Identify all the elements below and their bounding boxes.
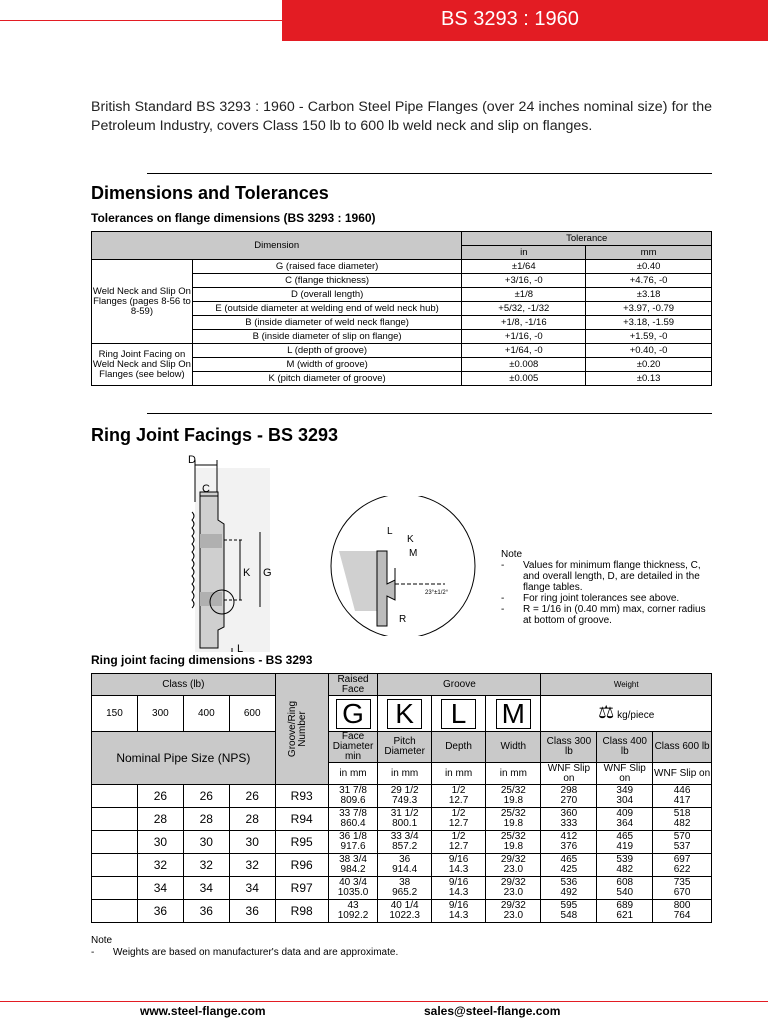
table-row: 32 32 32 R96 38 3/4 984.2 36 914.4 9/16 14.3 29/32 23.0 465 425 539 482 697 622 bbox=[92, 854, 712, 877]
table-row: C (flange thickness) +3/16, -0 +4.76, -0 bbox=[92, 274, 712, 288]
note-item: - Values for minimum flange thickness, C, and overall length, D, are detailed in the flange tables. bbox=[501, 560, 701, 593]
group-ring-joint: Ring Joint Facing on Weld Neck and Slip On Flanges (see below) bbox=[92, 344, 193, 386]
label-m: M bbox=[409, 548, 418, 559]
unit-header: in mm bbox=[486, 763, 541, 785]
col-tolerance: Tolerance bbox=[462, 232, 712, 246]
table-row: B (inside diameter of slip on flange) +1/16, -0 +1.59, -0 bbox=[92, 330, 712, 344]
col-mm: mm bbox=[586, 246, 712, 260]
unit-header: WNF Slip on bbox=[541, 763, 597, 785]
col-nps: Nominal Pipe Size (NPS) bbox=[92, 732, 276, 785]
ring-notes bbox=[501, 549, 716, 626]
label-l: L bbox=[237, 643, 244, 652]
class-value: 150 bbox=[92, 696, 138, 732]
table-row: 28 28 28 R94 33 7/8 860.4 31 1/2 800.1 1/2 12.7 25/32 19.8 360 333 409 364 518 482 bbox=[92, 808, 712, 831]
table-row: Weld Neck and Slip On Flanges (pages 8-56 to 8-59) G (raised face diameter) ±1/64 ±0.40 bbox=[92, 260, 712, 274]
header-banner bbox=[282, 0, 768, 41]
flange-section-figure bbox=[180, 452, 280, 652]
tolerance-table-title: Tolerances on flange dimensions (BS 3293 : 1960) bbox=[91, 211, 376, 225]
col-raised-face: Raised Face bbox=[328, 674, 378, 696]
ring-joint-table bbox=[91, 673, 712, 923]
footer-email[interactable]: sales@steel-flange.com bbox=[424, 1004, 561, 1018]
label-k: K bbox=[243, 567, 251, 579]
table-row: 30 30 30 R95 36 1/8 917.6 33 3/4 857.2 1/2 12.7 25/32 19.8 412 376 465 419 570 537 bbox=[92, 831, 712, 854]
col-class: Class (lb) bbox=[92, 674, 276, 696]
unit-header: WNF Slip on bbox=[653, 763, 712, 785]
label-l: L bbox=[387, 526, 393, 537]
table-note: Note - Weights are based on manufacturer's data and are approximate. bbox=[91, 935, 399, 958]
unit-header: in mm bbox=[431, 763, 485, 785]
note-item: - For ring joint tolerances see above. bbox=[501, 593, 680, 604]
table-row: E (outside diameter at welding end of weld neck hub) +5/32, -1/32 +3.97, -0.79 bbox=[92, 302, 712, 316]
header-rule bbox=[0, 20, 282, 21]
class-value: 400 bbox=[183, 696, 229, 732]
class-value: 300 bbox=[137, 696, 183, 732]
sub-header: Width bbox=[486, 732, 541, 763]
sub-header: Face Diameter min bbox=[328, 732, 378, 763]
label-c: C bbox=[202, 483, 210, 495]
section-title-ring-joint: Ring Joint Facings - BS 3293 bbox=[91, 425, 339, 445]
note-item: - R = 1/16 in (0.40 mm) max, corner radius at bottom of groove. bbox=[501, 604, 706, 626]
letter-box: M bbox=[496, 699, 531, 729]
letter-box: G bbox=[336, 699, 371, 729]
col-dimension: Dimension bbox=[92, 232, 462, 260]
label-d: D bbox=[188, 454, 196, 466]
intro-paragraph: British Standard BS 3293 : 1960 - Carbon Steel Pipe Flanges (over 24 inches nominal size) for the Petroleum Industry, covers Class 150 lb to 600 lb weld neck and slip on flanges. bbox=[91, 99, 712, 134]
col-groove: Groove bbox=[378, 674, 541, 696]
groove-detail-figure bbox=[325, 496, 495, 636]
tolerance-table bbox=[91, 231, 712, 386]
table-row: Ring Joint Facing on Weld Neck and Slip On Flanges (see below) L (depth of groove) +1/64, -0 +0.40, -0 bbox=[92, 344, 712, 358]
unit-header: in mm bbox=[378, 763, 432, 785]
divider bbox=[147, 173, 712, 174]
col-in: in bbox=[462, 246, 586, 260]
unit-header: WNF Slip on bbox=[597, 763, 653, 785]
table-row: 34 34 34 R97 40 3/4 1035.0 38 965.2 9/16 14.3 29/32 23.0 536 492 608 540 735 670 bbox=[92, 877, 712, 900]
table-row: B (inside diameter of weld neck flange) +1/8, -1/16 +3.18, -1.59 bbox=[92, 316, 712, 330]
sub-header: Class 400 lb bbox=[597, 732, 653, 763]
table-row: K (pitch diameter of groove) ±0.005 ±0.13 bbox=[92, 372, 712, 386]
section-title-dimensions: Dimensions and Tolerances bbox=[91, 183, 329, 203]
label-angle: 23°±1/2° bbox=[425, 590, 449, 596]
unit-header: in mm bbox=[328, 763, 378, 785]
weight-unit: ⚖ kg/piece bbox=[541, 696, 712, 732]
sub-header: Class 600 lb bbox=[653, 732, 712, 763]
group-weld-neck: Weld Neck and Slip On Flanges (pages 8-56 to 8-59) bbox=[92, 260, 193, 344]
footer-website[interactable]: www.steel-flange.com bbox=[140, 1004, 266, 1018]
divider bbox=[147, 413, 712, 414]
scale-icon: ⚖ bbox=[598, 701, 615, 722]
table-row: M (width of groove) ±0.008 ±0.20 bbox=[92, 358, 712, 372]
ring-table-title: Ring joint facing dimensions - BS 3293 bbox=[91, 653, 313, 667]
notes-title: Note bbox=[501, 549, 523, 560]
label-r: R bbox=[399, 614, 407, 625]
sub-header: Class 300 lb bbox=[541, 732, 597, 763]
label-k: K bbox=[407, 534, 414, 545]
table-row: 26 26 26 R93 31 7/8 809.6 29 1/2 749.3 1/2 12.7 25/32 19.8 298 270 349 304 446 417 bbox=[92, 785, 712, 808]
table-row: D (overall length) ±1/8 ±3.18 bbox=[92, 288, 712, 302]
sub-header: Pitch Diameter bbox=[378, 732, 432, 763]
page-title: BS 3293 : 1960 bbox=[441, 8, 579, 30]
letter-box: L bbox=[441, 699, 476, 729]
col-weight: Weight bbox=[541, 674, 712, 696]
label-g: G bbox=[263, 567, 272, 579]
class-value: 600 bbox=[229, 696, 275, 732]
table-row: 36 36 36 R98 43 1092.2 40 1/4 1022.3 9/16 14.3 29/32 23.0 595 548 689 621 800 764 bbox=[92, 900, 712, 923]
sub-header: Depth bbox=[431, 732, 485, 763]
letter-box: K bbox=[387, 699, 422, 729]
col-groove-ring: Groove/Ring Number bbox=[275, 674, 328, 785]
footer-rule bbox=[0, 1001, 768, 1002]
